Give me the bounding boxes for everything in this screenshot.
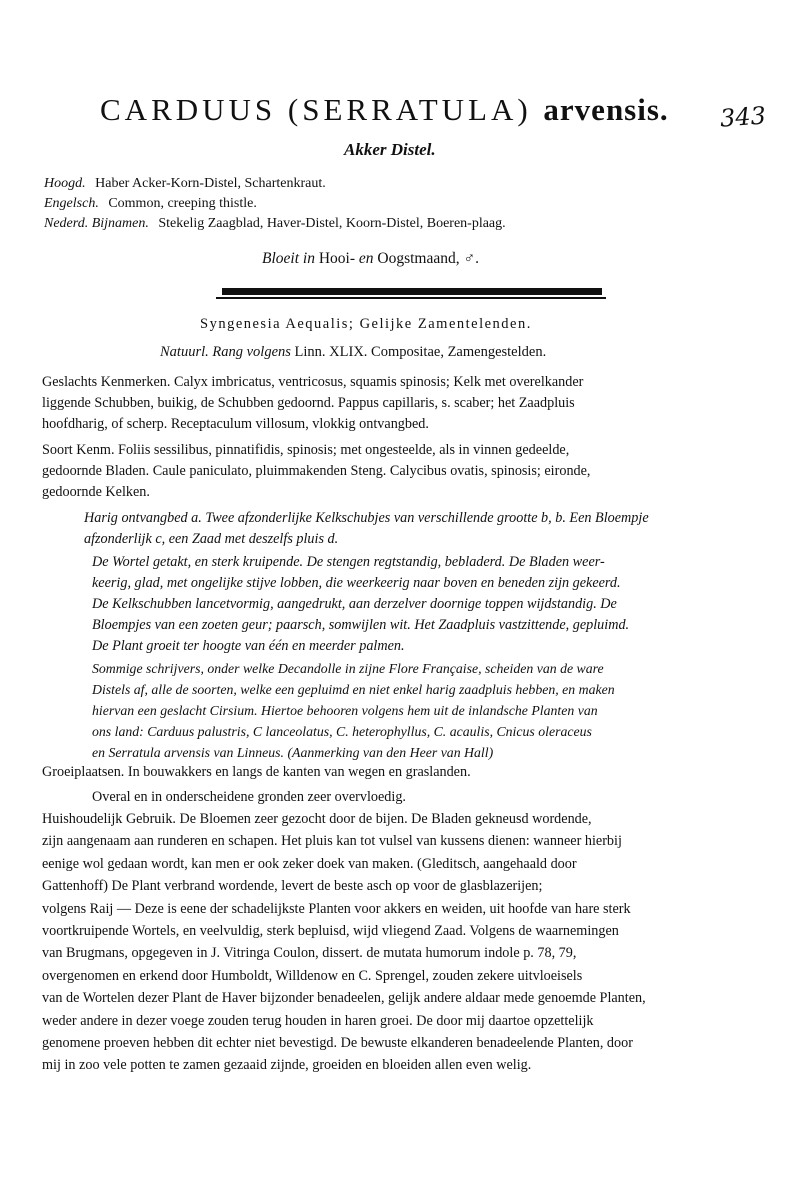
engelsch-text: Common, creeping thistle. [108, 196, 257, 211]
nederd-text: Stekelig Zaagblad, Haver-Distel, Koorn-Distel, Boeren-plaag. [158, 216, 506, 231]
page-title [100, 92, 669, 128]
engelsch-name-line [44, 196, 257, 212]
description-paragraph [92, 552, 629, 657]
text-line: en Serratula arvensis van Linneus. (Aanmerking van den Heer van Hall) [92, 745, 494, 760]
text-line: voortkruipende Wortels, en veelvuldig, sterk bepluisd, wijd vliegend Zaad. Volgens de waarnemingen [42, 922, 619, 939]
text-line: liggende Schubben, buikig, de Schubben gedoornd. Pappus capillaris, s. scaber; het Zaadpluis [42, 395, 575, 411]
text-line: hiervan een geslacht Cirsium. Hiertoe behooren volgens hem uit de inlandsche Planten van [92, 703, 598, 718]
text-line: zijn aangenaam aan runderen en schapen. Het pluis kan tot vulsel van kussens dienen: wanneer hierbij [42, 833, 622, 850]
text-line: De Wortel getakt, en sterk kruipende. De stengen regtstandig, bebladerd. De Bladen weer- [92, 554, 605, 570]
title-genus: CARDUUS (SERRATULA) [100, 92, 532, 127]
bloeit-rest: Oogstmaand, [377, 250, 460, 267]
thick-divider-rule [222, 288, 602, 295]
text-line: van Brugmans, opgegeven in J. Vitringa Coulon, dissert. de mutata humorum indole p. 78, 79, [42, 945, 577, 962]
text-line: Gattenhoff) De Plant verbrand wordende, levert de beste asch op voor de glasblazerijen; [42, 878, 543, 895]
groeiplaatsen-paragraph [42, 762, 471, 808]
text-line: van de Wortelen dezer Plant de Haver bijzonder benadeelen, gelijk andere aldaar mede genoemde Planten, [42, 990, 646, 1007]
text-line: Soort Kenm. Foliis sessilibus, pinnatifidis, spinosis; met ongesteelde, als in vinnen gedeelde, [42, 442, 570, 458]
text-line: volgens Raij — Deze is eene der schadelijkste Planten voor akkers en weiden, uit hoofde van hare sterk [42, 900, 631, 917]
title-species: arvensis. [543, 92, 669, 127]
bloeit-prefix: Bloeit in [262, 250, 315, 267]
natuurl-label: Natuurl. Rang volgens [160, 344, 291, 360]
text-line: gedoornde Bladen. Caule paniculato, pluimmakenden Steng. Calycibus ovatis, spinosis; eironde, [42, 463, 591, 479]
text-line: Geslachts Kenmerken. Calyx imbricatus, ventricosus, squamis spinosis; Kelk met overelkander [42, 374, 584, 390]
text-line: Groeiplaatsen. In bouwakkers en langs de kanten van wegen en graslanden. [42, 764, 471, 780]
bloeit-en: en [358, 250, 374, 267]
text-line: ons land: Carduus palustris, C lanceolatus, C. heterophyllus, C. acaulis, Cnicus oleraceus [92, 724, 592, 739]
nederd-name-line [44, 216, 506, 232]
handwritten-page-number: 343 [719, 101, 767, 133]
text-line: Harig ontvangbed a. Twee afzonderlijke Kelkschubjes van verschillende grootte b, b. Een Bloempje [84, 510, 649, 526]
hoogd-label: Hoogd. [44, 176, 86, 191]
text-line: gedoornde Kelken. [42, 484, 150, 500]
text-line: overgenomen en erkend door Humboldt, Willdenow en C. Sprengel, zouden zekere uitvloeisels [42, 967, 583, 984]
hoogd-text: Haber Acker-Korn-Distel, Schartenkraut. [95, 176, 326, 191]
natuurl-rang-line [160, 344, 546, 361]
text-line: Bloempjes van een zoeten geur; paarsch, somwijlen wit. Het Zaadpluis vastzittende, gepluimd. [92, 617, 630, 633]
text-line: keerig, glad, met ongelijke stijve lobben, die weerkeerig naar boven en beneden zijn gekeerd. [92, 575, 621, 591]
nederd-label: Nederd. Bijnamen. [44, 216, 149, 231]
syngenesia-line: Syngenesia Aequalis; Gelijke Zamentelenden. [200, 316, 532, 332]
text-line: De Kelkschubben lancetvormig, aangedrukt, aan derzelver doornige toppen wijdstandig. De [92, 596, 617, 612]
huishoudelijk-gebruik-paragraph [42, 808, 646, 1077]
flowering-line [262, 250, 479, 268]
soort-kenmerken-paragraph [42, 440, 590, 503]
text-line: Distels af, alle de soorten, welke een gepluimd en niet enkel harig zaadpluis hebben, en maken [92, 682, 615, 697]
remark-paragraph [92, 658, 615, 763]
perennial-symbol: ♂. [463, 250, 479, 267]
text-line: eenige wol gedaan wordt, kan men er ook zeker doek van maken. (Gleditsch, aangehaald door [42, 855, 577, 872]
text-line: genomene proeven hebben dit echter niet bevestigd. De bewuste elkanderen benadeelende Planten, door [42, 1034, 633, 1051]
engelsch-label: Engelsch. [44, 196, 99, 211]
dutch-name-subtitle: Akker Distel. [344, 140, 436, 159]
text-line: De Plant groeit ter hoogte van één en meerder palmen. [92, 638, 405, 654]
text-line: afzonderlijk c, een Zaad met deszelfs pluis d. [84, 531, 339, 547]
bloeit-hooi: Hooi- [318, 250, 355, 267]
text-line: weder andere in dezer voege zouden terug houden in haren groei. De door mij daartoe opzettelijk [42, 1012, 594, 1029]
hoogd-name-line [44, 176, 326, 192]
text-line: Sommige schrijvers, onder welke Decandolle in zijne Flore Française, scheiden van de ware [92, 661, 604, 676]
text-line: Huishoudelijk Gebruik. De Bloemen zeer gezocht door de bijen. De Bladen gekneusd wordende, [42, 811, 592, 827]
figure-legend-paragraph [84, 508, 649, 550]
geslachts-kenmerken-paragraph [42, 372, 583, 435]
text-line: Overal en in onderscheidene gronden zeer overvloedig. [92, 789, 406, 805]
text-line: hoofdharig, of scherp. Receptaculum villosum, vlokkig ontvangbed. [42, 416, 429, 432]
text-line: mij in zoo vele potten te zamen gezaaid zijnde, groeiden en bloeiden allen even welig. [42, 1057, 532, 1074]
thin-divider-rule [216, 297, 606, 299]
natuurl-rest: Linn. XLIX. Compositae, Zamengestelden. [294, 344, 547, 360]
